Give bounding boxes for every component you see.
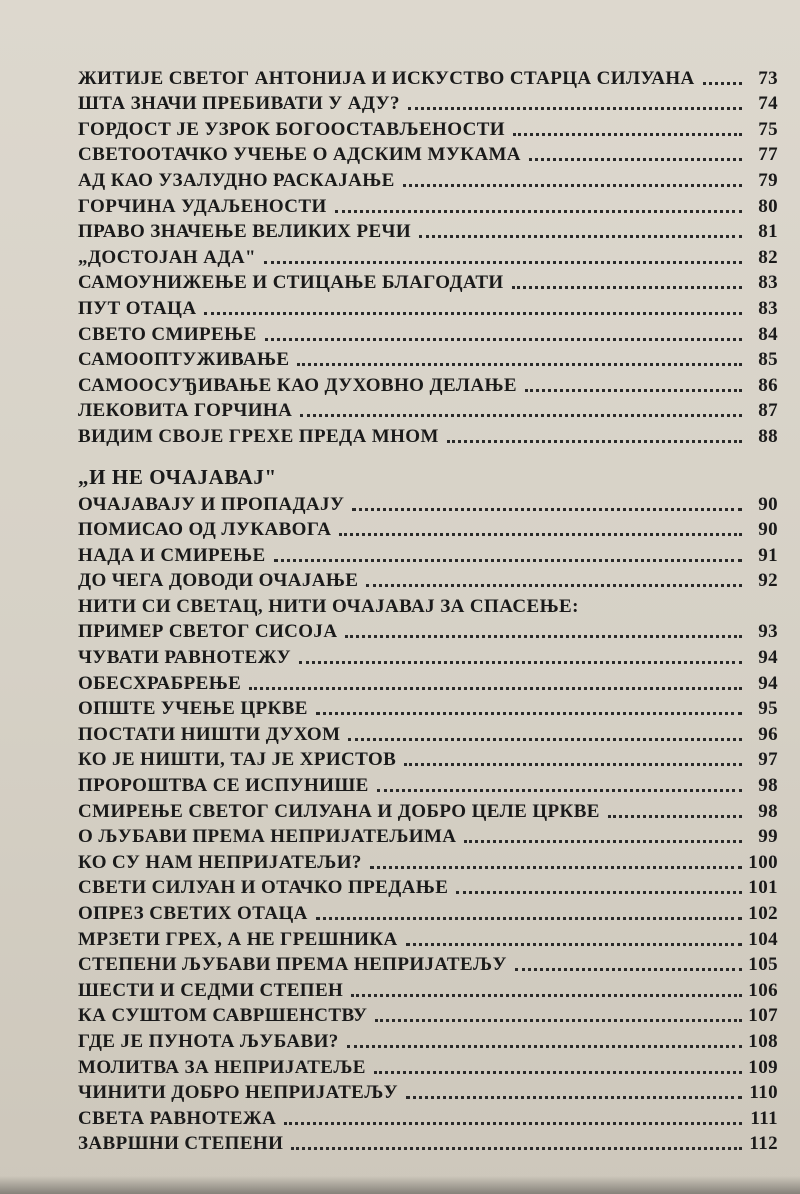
toc-entry-title: СВЕТООТАЧКО УЧЕЊЕ О АДСКИМ МУКАМА [78,144,521,166]
toc-entry [78,541,778,567]
toc-entry [78,771,778,797]
toc-entry-page-number: 82 [758,246,778,268]
toc-entry-title: ОПРЕЗ СВЕТИХ ОТАЦА [78,903,308,924]
toc-entry-title: НАДА И СМИРЕЊЕ [78,544,266,566]
dot-leader [347,1045,742,1048]
toc-entry-title: ГОРЧИНА УДАЉЕНОСТИ [78,195,327,217]
dot-leader [406,943,742,946]
toc-entry-page-number: 107 [748,1005,778,1027]
dot-leader [608,815,742,818]
dot-leader [403,184,742,187]
toc-entry-title: ПРАВО ЗНАЧЕЊЕ ВЕЛИКИХ РЕЧИ [78,221,412,243]
toc-entry [78,1104,778,1130]
toc-entry-page-number: 77 [758,144,778,166]
toc-entry-page-number: 94 [758,647,778,669]
toc-entry-title: САМООПТУЖИВАЊЕ [78,349,290,371]
dot-leader [447,440,742,443]
toc-entry [78,695,778,721]
dot-leader [299,661,742,664]
toc-entry [78,346,778,372]
dot-leader [352,508,742,511]
toc-entry-title: ЗАВРШНИ СТЕПЕНИ [78,1133,284,1155]
toc-entry [78,64,778,90]
toc-entry-page-number: 87 [758,400,778,422]
dot-leader [345,635,742,638]
dot-leader [264,261,742,264]
dot-leader [375,1019,742,1022]
dot-leader [374,1071,742,1074]
toc-entry-page-number: 94 [758,672,778,694]
toc-entry-title: ОПШТЕ УЧЕЊЕ ЦРКВЕ [78,698,308,720]
dot-leader [297,363,742,366]
toc-entry-title: АД КАО УЗАЛУДНО РАСКАЈАЊЕ [78,169,395,191]
toc-entry-page-number: 81 [758,221,778,243]
dot-leader [339,533,742,536]
toc-entry-title: СВЕТИ СИЛУАН И ОТАЧКО ПРЕДАЊЕ [78,877,449,899]
toc-entry-page-number: 98 [758,775,778,797]
dot-leader [265,338,742,341]
toc-entry-page-number: 110 [749,1082,778,1104]
toc-entry [78,720,778,746]
toc-entry [78,899,778,925]
toc-entry-title: КА СУШТОМ САВРШЕНСТВУ [78,1005,368,1027]
dot-leader [406,1096,742,1099]
toc-entry [78,1002,778,1028]
dot-leader [456,891,742,894]
dot-leader [291,1147,742,1150]
toc-entry-page-number: 86 [758,374,778,396]
toc-group-2 [78,490,778,1155]
toc-entry-title: ШТА ЗНАЧИ ПРЕБИВАТИ У АДУ? [78,93,400,115]
toc-entry-page-number: 79 [758,169,778,191]
toc-entry-page-number: 96 [758,723,778,745]
toc-entry-title: „ДОСТОЈАН АДА" [78,246,256,268]
toc-entry-page-number: 100 [748,851,778,873]
toc-entry-page-number: 90 [758,519,778,541]
toc-entry-page-number: 95 [758,698,778,720]
toc-entry [78,243,778,269]
toc-entry [78,422,778,448]
dot-leader [274,559,742,562]
toc-entry-page-number: 108 [748,1030,778,1052]
toc-entry-page-number: 84 [758,323,778,345]
toc-entry-page-number: 88 [758,425,778,447]
toc-entry-title: СМИРЕЊЕ СВЕТОГ СИЛУАНА И ДОБРО ЦЕЛЕ ЦРКВЕ [78,800,600,822]
toc-entry-page-number: 80 [758,195,778,217]
page-edge-shadow [0,1176,800,1194]
toc-entry-title: МРЗЕТИ ГРЕХ, А НЕ ГРЕШНИКА [78,928,398,950]
toc-entry-page-number: 97 [758,749,778,771]
toc-entry [78,797,778,823]
toc-entry-title: СВЕТО СМИРЕЊЕ [78,323,257,345]
toc-entry [78,397,778,423]
toc-entry [78,192,778,218]
toc-entry-page-number: 101 [748,877,778,899]
toc-entry [78,592,778,618]
dot-leader [512,286,742,289]
toc-entry [78,1053,778,1079]
dot-leader [370,866,742,869]
toc-entry-page-number: 83 [758,272,778,294]
toc-entry-title: ГДЕ ЈЕ ПУНОТА ЉУБАВИ? [78,1030,339,1052]
toc-entry-page-number: 99 [758,826,778,848]
toc-entry-page-number: 109 [748,1056,778,1078]
toc-entry-page-number: 74 [758,93,778,115]
toc-entry-title: МОЛИТВА ЗА НЕПРИЈАТЕЉЕ [78,1056,366,1078]
toc-entry [78,294,778,320]
toc-entry-page-number: 85 [758,349,778,371]
toc-entry-page-number: 90 [758,493,778,515]
toc-entry [78,567,778,593]
toc-entry [78,951,778,977]
toc-entry-title: ШЕСТИ И СЕДМИ СТЕПЕН [78,979,344,1001]
dot-leader [525,389,742,392]
dot-leader [316,917,742,920]
toc-entry-title: СТЕПЕНИ ЉУБАВИ ПРЕМА НЕПРИЈАТЕЉУ [78,954,507,976]
toc-entry-page-number: 93 [758,621,778,643]
dot-leader [284,1122,742,1125]
toc-entry [78,669,778,695]
toc-entry [78,746,778,772]
toc-entry [78,976,778,1002]
toc-entry-page-number: 106 [748,979,778,1001]
toc-entry-title: ЧИНИТИ ДОБРО НЕПРИЈАТЕЉУ [78,1082,399,1104]
toc-entry [78,371,778,397]
toc-entry-title: САМОУНИЖЕЊЕ И СТИЦАЊЕ БЛАГОДАТИ [78,272,504,294]
dot-leader [464,840,742,843]
toc-entry-page-number: 92 [758,570,778,592]
dot-leader [351,994,742,997]
toc-entry [78,115,778,141]
toc-entry-title: ПОСТАТИ НИШТИ ДУХОМ [78,723,341,745]
toc-entry-page-number: 75 [758,118,778,140]
dot-leader [513,133,742,136]
toc-entry [78,643,778,669]
toc-entry [78,269,778,295]
toc-entry-title: ПРИМЕР СВЕТОГ СИСОЈА [78,621,338,643]
toc-entry-title: НИТИ СИ СВЕТАЦ, НИТИ ОЧАЈАВАЈ ЗА СПАСЕЊЕ: [78,595,579,617]
toc-entry [78,823,778,849]
dot-leader [249,687,742,690]
toc-entry [78,320,778,346]
dot-leader [515,968,742,971]
toc-entry-title: САМООСУЂИВАЊЕ КАО ДУХОВНО ДЕЛАЊЕ [78,374,517,396]
toc-entry [78,874,778,900]
toc-entry [78,618,778,644]
dot-leader [204,312,742,315]
dot-leader [348,738,742,741]
toc-entry-title: О ЉУБАВИ ПРЕМА НЕПРИЈАТЕЉИМА [78,826,457,848]
toc-entry [78,516,778,542]
toc-entry-page-number: 98 [758,800,778,822]
toc-entry-page-number: 111 [750,1107,778,1129]
dot-leader [300,414,742,417]
table-of-contents [78,64,778,1155]
toc-entry-title: ЖИТИЈЕ СВЕТОГ АНТОНИЈА И ИСКУСТВО СТАРЦА СИЛУАНА [78,67,695,89]
dot-leader [408,107,742,110]
toc-entry-page-number: 83 [758,297,778,319]
section-heading: „И НЕ ОЧАЈАВАЈ" [78,464,277,489]
dot-leader [419,235,742,238]
toc-entry-title: ОЧАЈАВАЈУ И ПРОПАДАЈУ [78,493,345,515]
toc-entry [78,490,778,516]
toc-entry-title: ПОМИСАО ОД ЛУКАВОГА [78,519,332,541]
dot-leader [366,584,742,587]
toc-entry-title: СВЕТА РАВНОТЕЖА [78,1107,277,1129]
toc-entry-title: ВИДИМ СВОЈЕ ГРЕХЕ ПРЕДА МНОМ [78,425,439,447]
dot-leader [404,763,742,766]
dot-leader [529,158,742,161]
toc-entry [78,90,778,116]
toc-entry-title: ПРОРОШТВА СЕ ИСПУНИШЕ [78,775,369,797]
toc-entry-title: КО ЈЕ НИШТИ, ТАЈ ЈЕ ХРИСТОВ [78,749,397,771]
toc-entry [78,1130,778,1156]
toc-entry-page-number: 112 [749,1133,778,1155]
toc-entry-page-number: 91 [758,544,778,566]
dot-leader [316,712,742,715]
toc-entry-title: ДО ЧЕГА ДОВОДИ ОЧАЈАЊЕ [78,570,359,592]
toc-entry-page-number: 102 [748,903,778,924]
toc-entry [78,848,778,874]
dot-leader [703,82,742,85]
toc-entry [78,1079,778,1105]
toc-entry-page-number: 104 [748,928,778,950]
toc-entry-page-number: 105 [748,954,778,976]
toc-entry [78,166,778,192]
toc-entry-title: ЧУВАТИ РАВНОТЕЖУ [78,647,291,669]
toc-entry-page-number: 73 [758,67,778,89]
dot-leader [335,210,742,213]
toc-entry [78,925,778,951]
toc-entry-title: ОБЕСХРАБРЕЊЕ [78,672,242,694]
toc-entry [78,141,778,167]
toc-entry-title: КО СУ НАМ НЕПРИЈАТЕЉИ? [78,851,362,873]
toc-entry-title: ГОРДОСТ ЈЕ УЗРОК БОГООСТАВЉЕНОСТИ [78,118,505,140]
toc-entry [78,1027,778,1053]
dot-leader [377,789,742,792]
toc-group-1 [78,64,778,448]
toc-entry-title: ПУТ ОТАЦА [78,297,197,319]
toc-entry [78,218,778,244]
toc-entry-title: ЛЕКОВИТА ГОРЧИНА [78,400,293,422]
